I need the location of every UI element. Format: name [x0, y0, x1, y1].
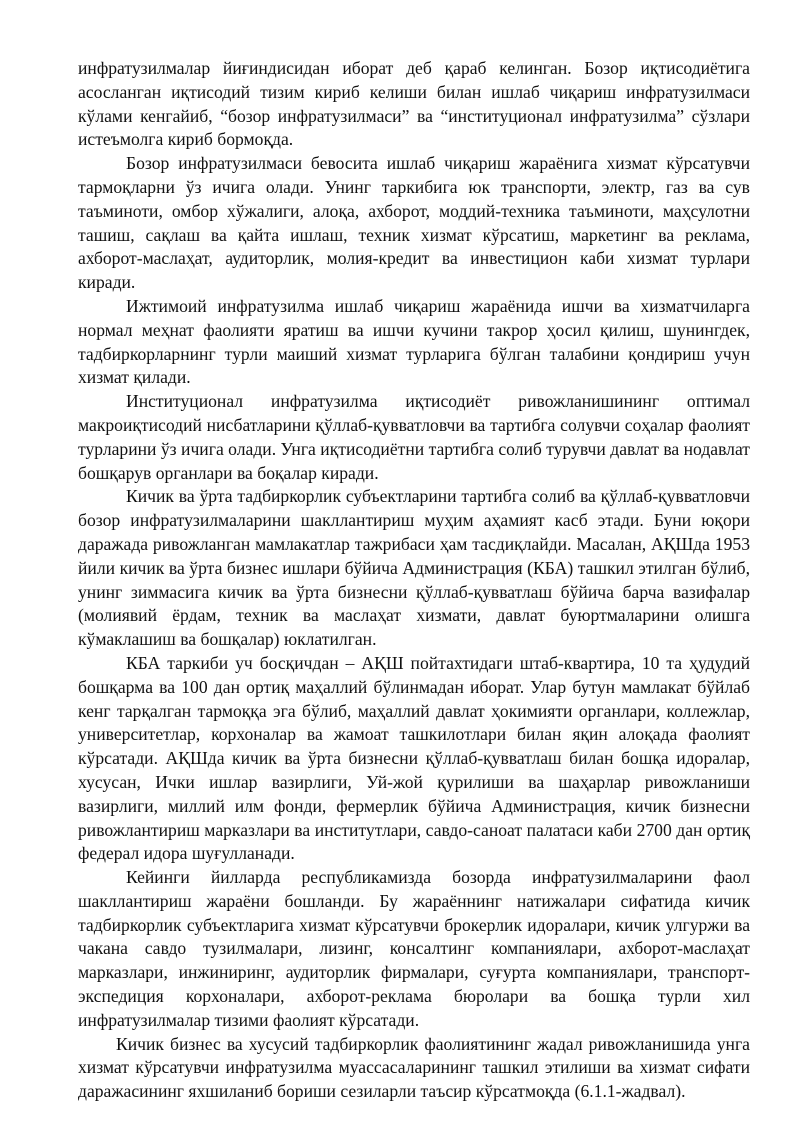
paragraph-conclusion: Кичик бизнес ва хусусий тадбиркорлик фаолиятининг жадал ривожланишида унга хизмат кўрсатувчи инфратузилма муассасаларининг ташкил этилиши ва хизмат сифати даражасининг яхшиланиб бориши сезиларли таъсир кўрсатмоқда (6.1.1-жадвал). [78, 1033, 750, 1102]
paragraph-small-business-support: Кичик ва ўрта тадбиркорлик субъектларини тартибга солиб ва қўллаб-қувватловчи бозор инфратузилмаларини шакллантириш муҳим аҳамият касб этади. Буни юқори даражада ривожланган мамлакатлар тажрибаси ҳам тасдиқлайди. Масалан, АҚШда 1953 йили кичик ва ўрта бизнес ишлари бўйича Администрация (КБА) ташкил этилган бўлиб, унинг зиммасига кичик ва ўрта бизнесни қўллаб-қувватлаш бўйича барча вазифалар (молиявий ёрдам, техник ва маслаҳат хизмати, давлат буюртмаларини олишга кўмаклашиш ва бошқалар) юклатилган. [78, 486, 750, 650]
paragraph-market-infrastructure: Бозор инфратузилмаси бевосита ишлаб чиқариш жараёнига хизмат кўрсатувчи тармоқларни ўз ичига олади. Унинг таркибига юк транспорти, электр, газ ва сув таъминоти, омбор хўжалиги, алоқа, ахборот, моддий-техника таъминоти, маҳсулотни ташиш, сақлаш ва қайта ишлаш, техник хизмат кўрсатиш, маркетинг ва реклама, ахборот-маслаҳат, аудиторлик, молия-кредит ва инвестицион каби хизмат турлари киради. [78, 153, 750, 293]
paragraph-recent-years: Кейинги йилларда республикамизда бозорда инфратузилмаларини фаол шакллантириш жараёни бошланди. Бу жараённинг натижалари сифатида кичик тадбиркорлик субъектларига хизмат кўрсатувчи брокерлик идоралари, кичик улгуржи ва чакана савдо тузилмалари, лизинг, консалтинг компаниялари, ахборот-маслаҳат марказлари, инжиниринг, аудиторлик фирмалари, суғурта компаниялари, транспорт-экспедиция корхоналари, ахборот-реклама бюролари ва бошқа турли хил инфратузилмалар тизими фаолият кўрсатади. [78, 867, 750, 1030]
paragraph-institutional-infrastructure: Институционал инфратузилма иқтисодиёт ривожланишининг оптимал макроиқтисодий нисбатларини қўллаб-қувватловчи ва тартибга солувчи соҳалар фаолият турларини ўз ичига олади. Унга иқтисодиётни тартибга солиб турувчи давлат ва нодавлат бошқарув органлари ва боқалар киради. [78, 391, 750, 483]
paragraph-continuation: инфратузилмалар йиғиндисидан иборат деб қараб келинган. Бозор иқтисодиётига асосланган иқтисодий тизим кириб келиши билан ишлаб чиқариш инфратузилмаси кўлами кенгайиб, “бозор инфратузилмаси” ва “институционал инфратузилма” сўзлари истеъмолга кириб бормоқда. [78, 58, 750, 150]
paragraph-social-infrastructure: Ижтимоий инфратузилма ишлаб чиқариш жараёнида ишчи ва хизматчиларга нормал меҳнат фаолияти яратиш ва ишчи кучини такрор ҳосил қилиш, шунингдек, тадбиркорларнинг турли маиший хизмат турларига бўлган талабини қондириш учун хизмат қилади. [78, 295, 750, 388]
paragraph-kba-structure: КБА таркиби уч босқичдан – АҚШ пойтахтидаги штаб-квартира, 10 та ҳудудий бошқарма ва 100 дан ортиқ маҳаллий бўлинмадан иборат. Улар бутун мамлакат бўйлаб кенг тарқалган тармоққа эга бўлиб, маҳаллий давлат ҳокимияти органлари, коллежлар, университетлар, корхоналар ва жамоат ташкилотлари билан яқин алоқада фаолият кўрсатади. АҚШда кичик ва ўрта бизнесни қўллаб-қувватлаш билан бошқа идоралар, хусусан, Ички ишлар вазирлиги, Уй-жой қурилиши ва шаҳарлар ривожланиши вазирлиги, миллий илм фонди, фермерлик бўйича Администрация, кичик бизнесни ривожлантириш марказлари ва институтлари, савдо-саноат палатаси каби 2700 дан ортиқ федерал идора шуғулланади. [78, 652, 750, 864]
document-page [78, 57, 750, 1104]
